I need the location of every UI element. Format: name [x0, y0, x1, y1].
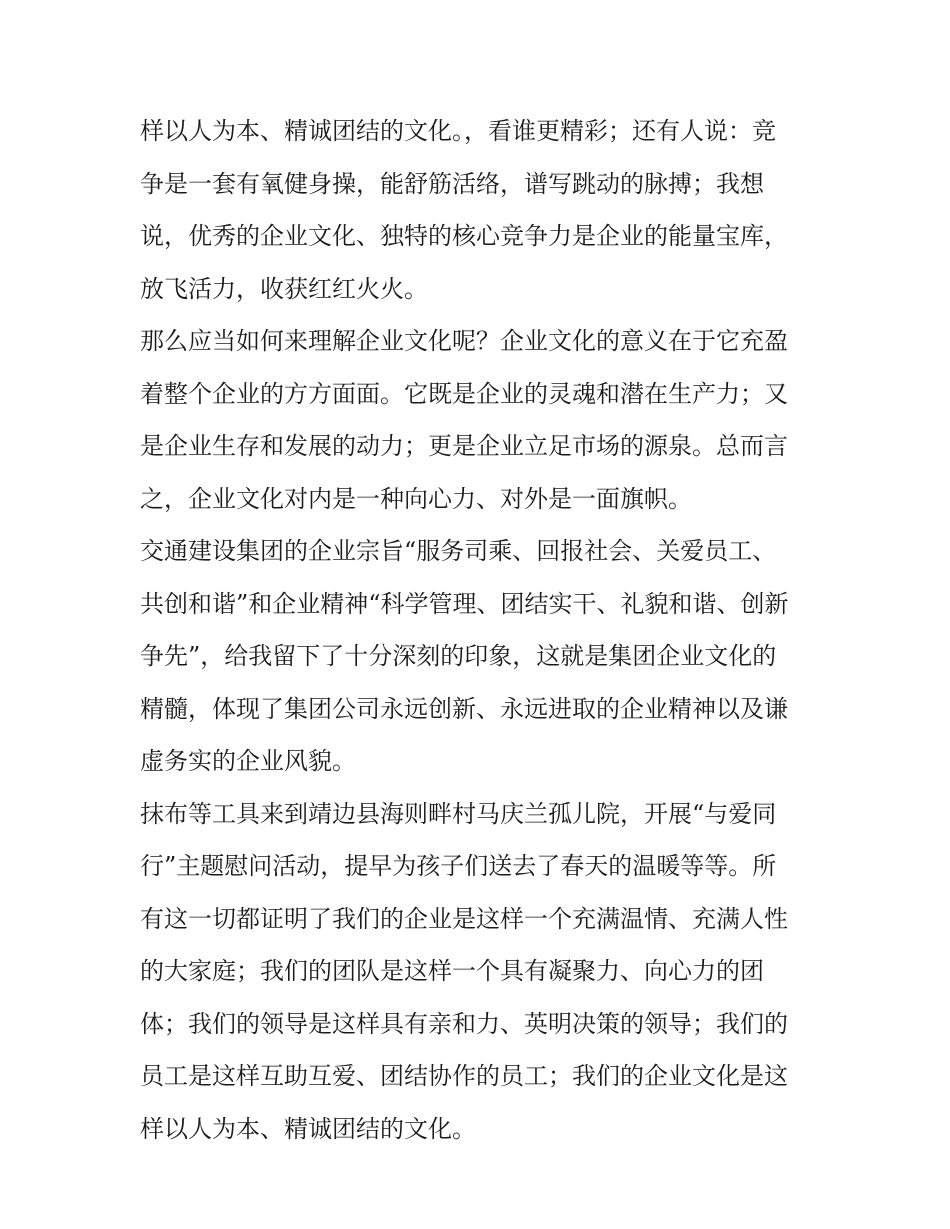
- text-line: 虚务实的企业风貌。: [140, 747, 356, 775]
- text-line: 抹布等工具来到靖边县海则畔村马庆兰孤儿院，开展“与爱同: [140, 799, 777, 828]
- text-line: 共创和谐”和企业精神“科学管理、团结实干、礼貌和谐、创新: [140, 589, 789, 618]
- text-line: 行”主题慰问活动，提早为孩子们送去了春天的温暖等等。所: [140, 852, 777, 880]
- text-line: 样以人为本、精诚团结的文化。，看谁更精彩；还有人说：竞: [140, 117, 776, 145]
- text-line: 是企业生存和发展的动力；更是企业立足市场的源泉。总而言: [140, 432, 788, 460]
- text-line: 放飞活力，收获红红火火。: [140, 274, 428, 303]
- text-line: 样以人为本、精诚团结的文化。: [140, 1114, 476, 1143]
- text-line: 精髓，体现了集团公司永远创新、永远进取的企业精神以及谦: [140, 694, 788, 723]
- document-body: [140, 105, 820, 1155]
- text-line: 的大家庭；我们的团队是这样一个具有凝聚力、向心力的团: [140, 957, 764, 985]
- text-line: 之，企业文化对内是一种向心力、对外是一面旗帜。: [140, 484, 692, 513]
- text-line: 有这一切都证明了我们的企业是这样一个充满温情、充满人性: [140, 904, 788, 933]
- text-line: 体；我们的领导是这样具有亲和力、英明决策的领导；我们的: [140, 1009, 788, 1038]
- text-line: 员工是这样互助互爱、团结协作的员工；我们的企业文化是这: [140, 1062, 788, 1090]
- text-line: 着整个企业的方方面面。它既是企业的灵魂和潜在生产力；又: [140, 379, 788, 408]
- text-line: 说，优秀的企业文化、独特的核心竞争力是企业的能量宝库，: [140, 222, 788, 250]
- text-line: 交通建设集团的企业宗旨“服务司乘、回报社会、关爱员工、: [140, 537, 777, 565]
- text-line: 那么应当如何来理解企业文化呢？企业文化的意义在于它充盈: [140, 327, 788, 355]
- text-line: 争先”，给我留下了十分深刻的印象，这就是集团企业文化的: [140, 642, 777, 670]
- text-line: 争是一套有氧健身操，能舒筋活络，谱写跳动的脉搏；我想: [140, 169, 764, 198]
